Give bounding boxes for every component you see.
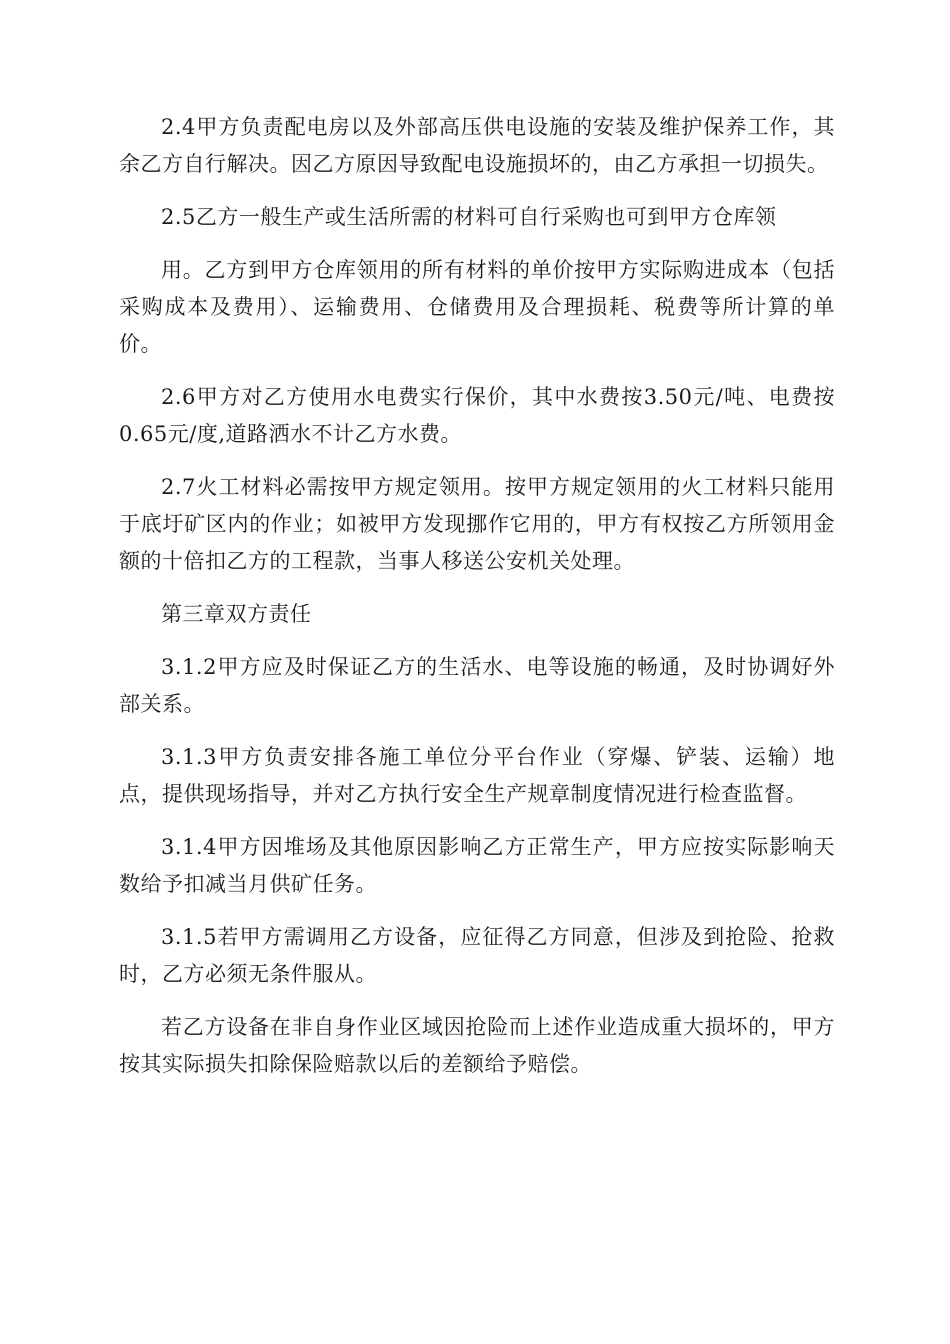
clause-3-1-5: 3.1.5若甲方需调用乙方设备，应征得乙方同意，但涉及到抢险、抢救时，乙方必须无条件服从。 <box>119 925 835 986</box>
clause-3-1-3: 3.1.3甲方负责安排各施工单位分平台作业（穿爆、铲装、运输）地点，提供现场指导，并对乙方执行安全生产规章制度情况进行检查监督。 <box>119 745 835 806</box>
clause-2-7: 2.7火工材料必需按甲方规定领用。按甲方规定领用的火工材料只能用于底圩矿区内的作业；如被甲方发现挪作它用的，甲方有权按乙方所领用金额的十倍扣乙方的工程款，当事人移送公安机关处理。 <box>119 475 835 573</box>
clause-3-1-4: 3.1.4甲方因堆场及其他原因影响乙方正常生产，甲方应按实际影响天数给予扣减当月供矿任务。 <box>119 835 835 896</box>
clause-2-5-continued: 用。乙方到甲方仓库领用的所有材料的单价按甲方实际购进成本（包括采购成本及费用）、运输费用、仓储费用及合理损耗、税费等所计算的单价。 <box>119 258 835 356</box>
clause-2-4: 2.4甲方负责配电房以及外部高压供电设施的安装及维护保养工作，其余乙方自行解决。因乙方原因导致配电设施损坏的，由乙方承担一切损失。 <box>119 115 835 176</box>
chapter-3-heading: 第三章双方责任 <box>161 602 312 626</box>
clause-2-5: 2.5乙方一般生产或生活所需的材料可自行采购也可到甲方仓库领 <box>161 205 777 229</box>
document-body <box>119 109 835 1099</box>
clause-3-1-2: 3.1.2甲方应及时保证乙方的生活水、电等设施的畅通，及时协调好外部关系。 <box>119 655 835 716</box>
clause-3-1-5-supplement: 若乙方设备在非自身作业区域因抢险而上述作业造成重大损坏的，甲方按其实际损失扣除保险赔款以后的差额给予赔偿。 <box>119 1015 835 1076</box>
clause-2-6: 2.6甲方对乙方使用水电费实行保价，其中水费按3.50元/吨、电费按0.65元/度,道路洒水不计乙方水费。 <box>119 385 835 446</box>
